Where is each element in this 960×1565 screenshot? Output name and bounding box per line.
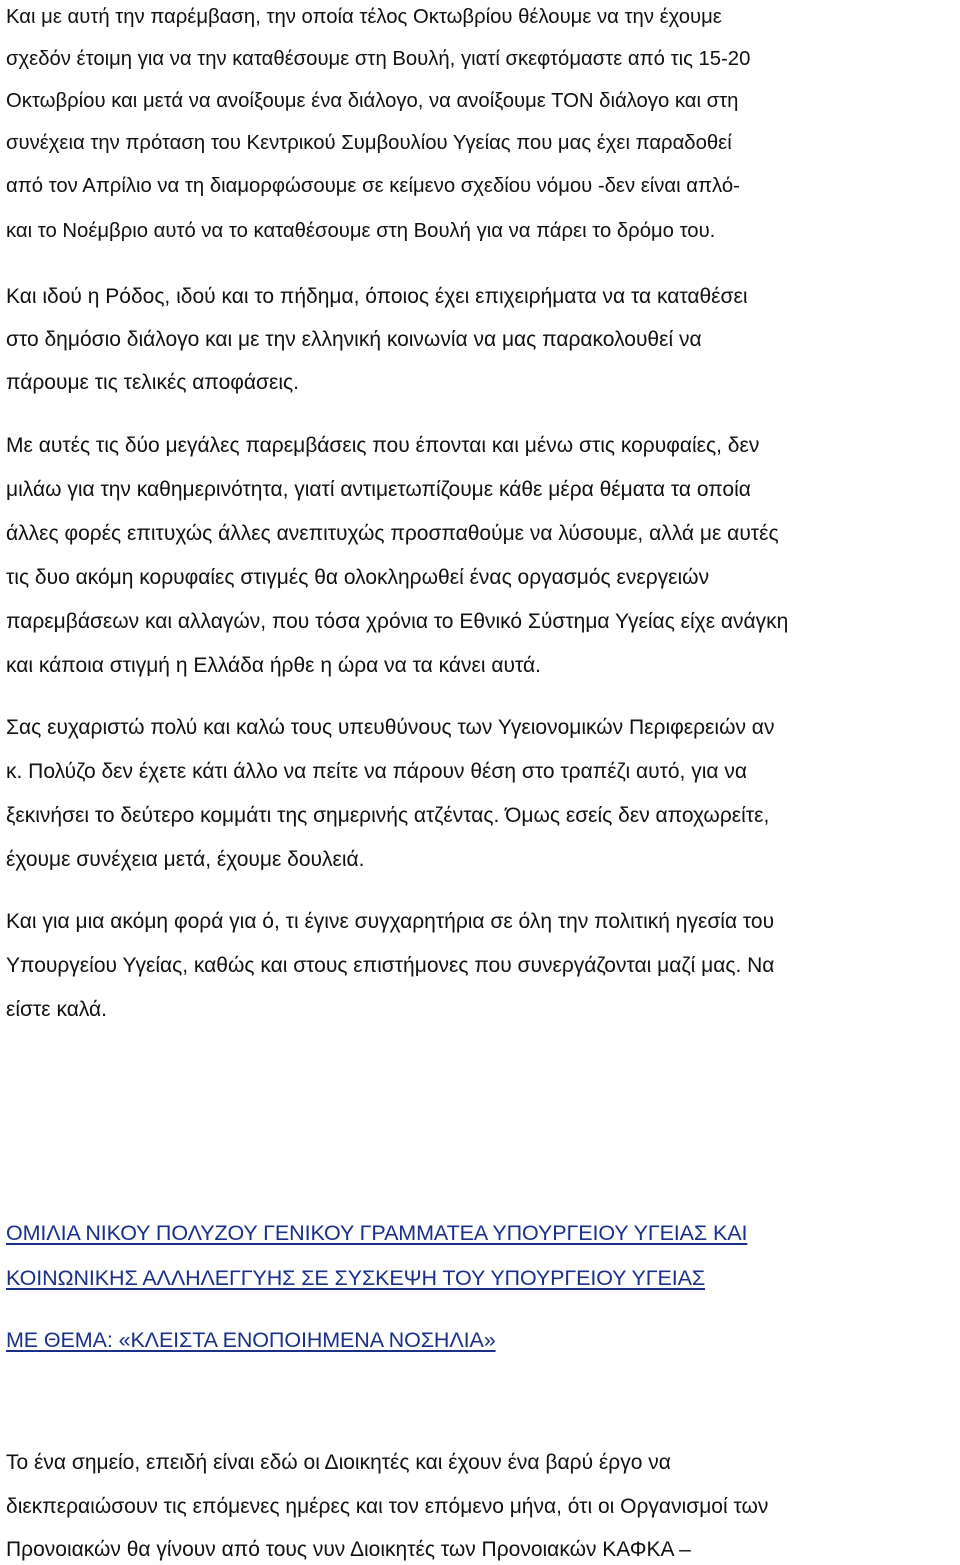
paragraph-line: και το Νοέμβριο αυτό να το καταθέσουμε στη Βουλή για να πάρει το δρόμο του.: [6, 220, 716, 242]
paragraph-line: διεκπεραιώσουν τις επόμενες ημέρες και τον επόμενο μήνα, ότι οι Οργανισμοί των: [6, 1495, 769, 1518]
paragraph-line: Με αυτές τις δύο μεγάλες παρεμβάσεις που έπονται και μένω στις κορυφαίες, δεν: [6, 434, 760, 457]
paragraph-line: ξεκινήσει το δεύτερο κομμάτι της σημερινής ατζέντας. Όμως εσείς δεν αποχωρείτε,: [6, 804, 770, 827]
paragraph-line: είστε καλά.: [6, 998, 108, 1021]
heading-line: ΚΟΙΝΩΝΙΚΗΣ ΑΛΛΗΛΕΓΓΥΗΣ ΣΕ ΣΥΣΚΕΨΗ ΤΟΥ ΥΠΟΥΡΓΕΙΟΥ ΥΓΕΙΑΣ: [6, 1266, 706, 1290]
paragraph-line: έχουμε συνέχεια μετά, έχουμε δουλειά.: [6, 848, 365, 871]
paragraph-line: Και με αυτή την παρέμβαση, την οποία τέλος Οκτωβρίου θέλουμε να την έχουμε: [6, 6, 722, 28]
paragraph-line: στο δημόσιο διάλογο και με την ελληνική κοινωνία να μας παρακολουθεί να: [6, 328, 702, 351]
paragraph-line: Σας ευχαριστώ πολύ και καλώ τους υπευθύνους των Υγειονομικών Περιφερειών αν: [6, 716, 775, 739]
paragraph-line: συνέχεια την πρόταση του Κεντρικού Συμβουλίου Υγείας που μας έχει παραδοθεί: [6, 132, 732, 154]
heading-line: ΜΕ ΘΕΜΑ: «ΚΛΕΙΣΤΑ ΕΝΟΠΟΙΗΜΕΝΑ ΝΟΣΗΛΙΑ»: [6, 1328, 496, 1352]
heading-line: ΟΜΙΛΙΑ ΝΙΚΟΥ ΠΟΛΥΖΟΥ ΓΕΝΙΚΟΥ ΓΡΑΜΜΑΤΕΑ ΥΠΟΥΡΓΕΙΟΥ ΥΓΕΙΑΣ ΚΑΙ: [6, 1221, 748, 1245]
paragraph-line: Το ένα σημείο, επειδή είναι εδώ οι Διοικητές και έχουν ένα βαρύ έργο να: [6, 1451, 671, 1474]
paragraph-line: Και ιδού η Ρόδος, ιδού και το πήδημα, όποιος έχει επιχειρήματα να τα καταθέσει: [6, 285, 748, 308]
paragraph-line: Οκτωβρίου και μετά να ανοίξουμε ένα διάλογο, να ανοίξουμε ΤΟΝ διάλογο και στη: [6, 90, 739, 112]
paragraph-line: Προνοιακών θα γίνουν από τους νυν Διοικητές των Προνοιακών ΚΑΦΚΑ –: [6, 1538, 691, 1561]
paragraph-line: από τον Απρίλιο να τη διαμορφώσουμε σε κείμενο σχεδίου νόμου -δεν είναι απλό-: [6, 175, 740, 197]
paragraph-line: κ. Πολύζο δεν έχετε κάτι άλλο να πείτε να πάρουν θέση στο τραπέζι αυτό, για να: [6, 760, 747, 783]
paragraph-line: παρεμβάσεων και αλλαγών, που τόσα χρόνια το Εθνικό Σύστημα Υγείας είχε ανάγκη: [6, 610, 789, 633]
paragraph-line: Υπουργείου Υγείας, καθώς και στους επιστήμονες που συνεργάζονται μαζί μας. Να: [6, 954, 775, 977]
paragraph-line: σχεδόν έτοιμη για να την καταθέσουμε στη Βουλή, γιατί σκεφτόμαστε από τις 15-20: [6, 48, 751, 70]
paragraph-line: μιλάω για την καθημερινότητα, γιατί αντιμετωπίζουμε κάθε μέρα θέματα τα οποία: [6, 478, 751, 501]
paragraph-line: και κάποια στιγμή η Ελλάδα ήρθε η ώρα να τα κάνει αυτά.: [6, 654, 541, 677]
paragraph-line: τις δυο ακόμη κορυφαίες στιγμές θα ολοκληρωθεί ένας οργασμός ενεργειών: [6, 566, 710, 589]
paragraph-line: άλλες φορές επιτυχώς άλλες ανεπιτυχώς προσπαθούμε να λύσουμε, αλλά με αυτές: [6, 522, 779, 545]
paragraph-line: πάρουμε τις τελικές αποφάσεις.: [6, 371, 300, 394]
paragraph-line: Και για μια ακόμη φορά για ό, τι έγινε συγχαρητήρια σε όλη την πολιτική ηγεσία του: [6, 910, 775, 933]
